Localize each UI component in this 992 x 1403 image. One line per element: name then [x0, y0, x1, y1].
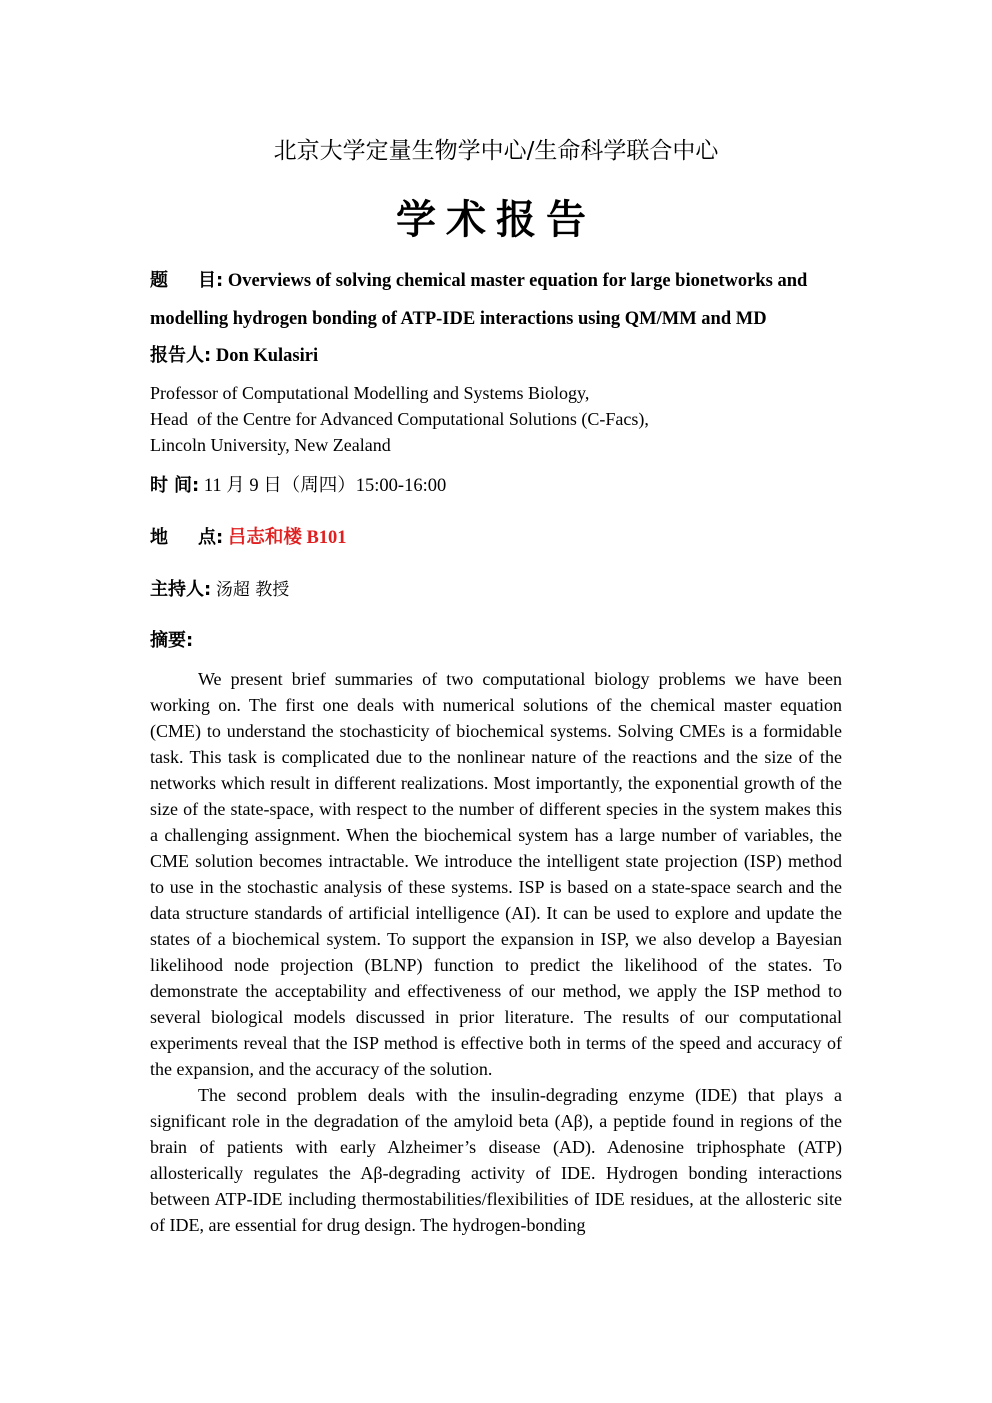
- host-label: 主持人:: [150, 579, 212, 600]
- speaker-name: Don Kulasiri: [215, 346, 319, 366]
- topic-text: Overviews of solving chemical master equation for large bionetworks and modelling hydrogen bonding of ATP-IDE interactions using QM/MM and MD: [150, 271, 808, 329]
- abstract-paragraph: The second problem deals with the insulin-degrading enzyme (IDE) that plays a significant role in the degradation of the amyloid beta (Aβ), a peptide found in regions of the brain of patients with early Alzheimer’s disease (AD). Adenosine triphosphate (ATP) allosterically regulates the Aβ-degrading activity of IDE. Hydrogen bonding interactions between ATP-IDE including thermostabilities/flexibilities of IDE residues, at the allosteric site of IDE, are essential for drug design. The hydrogen-bonding: [150, 1085, 842, 1235]
- organization-heading: 北京大学定量生物学中心/生命科学联合中心: [273, 138, 719, 164]
- place-label-a: 地: [150, 527, 168, 548]
- affiliation-line: Lincoln University, New Zealand: [150, 435, 391, 455]
- time-label-a: 时: [150, 475, 168, 496]
- abstract-heading: [150, 627, 842, 655]
- time-label-b: 间:: [174, 475, 200, 496]
- affiliation-line: Professor of Computational Modelling and Systems Biology,: [150, 383, 590, 403]
- abstract-body: [150, 666, 842, 1238]
- host-value: 汤超 教授: [215, 580, 290, 600]
- topic-block: [150, 262, 842, 338]
- topic-label-b: 目:: [198, 270, 224, 291]
- place-line: [150, 524, 842, 552]
- affiliation-line: Head of the Centre for Advanced Computational Solutions (C-Facs),: [150, 409, 649, 429]
- topic-label-a: 题: [150, 270, 168, 291]
- abstract-paragraph: We present brief summaries of two computational biology problems we have been working on. The first one deals with numerical solutions of the chemical master equation (CME) to understand the stochasticity of biochemical systems. Solving CMEs is a formidable task. This task is complicated due to the nonlinear nature of the reactions and the size of the networks which result in different realizations. Most importantly, the exponential growth of the size of the state-space, with respect to the number of different species in the system makes this a challenging assignment. When the biochemical system has a large number of variables, the CME solution becomes intractable. We introduce the intelligent state projection (ISP) method to use in the stochastic analysis of these systems. ISP is based on a state-space search and the data structure standards of artificial intelligence (AI). It can be used to explore and update the states of a biochemical system. To support the expansion in ISP, we also develop a Bayesian likelihood node projection (BLNP) function to predict the likelihood of the states. To demonstrate the acceptability and effectiveness of our method, we apply the ISP method to several biological models discussed in prior literature. The results of our computational experiments reveal that the ISP method is effective both in terms of the speed and accuracy of the expansion, and the accuracy of the solution.: [150, 669, 842, 1079]
- time-line: [150, 472, 842, 500]
- host-line: [150, 576, 842, 604]
- page-title: 学术报告: [396, 196, 596, 243]
- speaker-affiliation: [150, 380, 842, 458]
- speaker-label: 报告人:: [150, 345, 212, 366]
- place-label-b: 点:: [198, 527, 224, 548]
- abstract-label: 摘要:: [150, 630, 194, 651]
- place-value: 吕志和楼 B101: [227, 528, 347, 548]
- time-value: 11 月 9 日（周四）15:00-16:00: [203, 476, 447, 496]
- speaker-line: [150, 342, 842, 370]
